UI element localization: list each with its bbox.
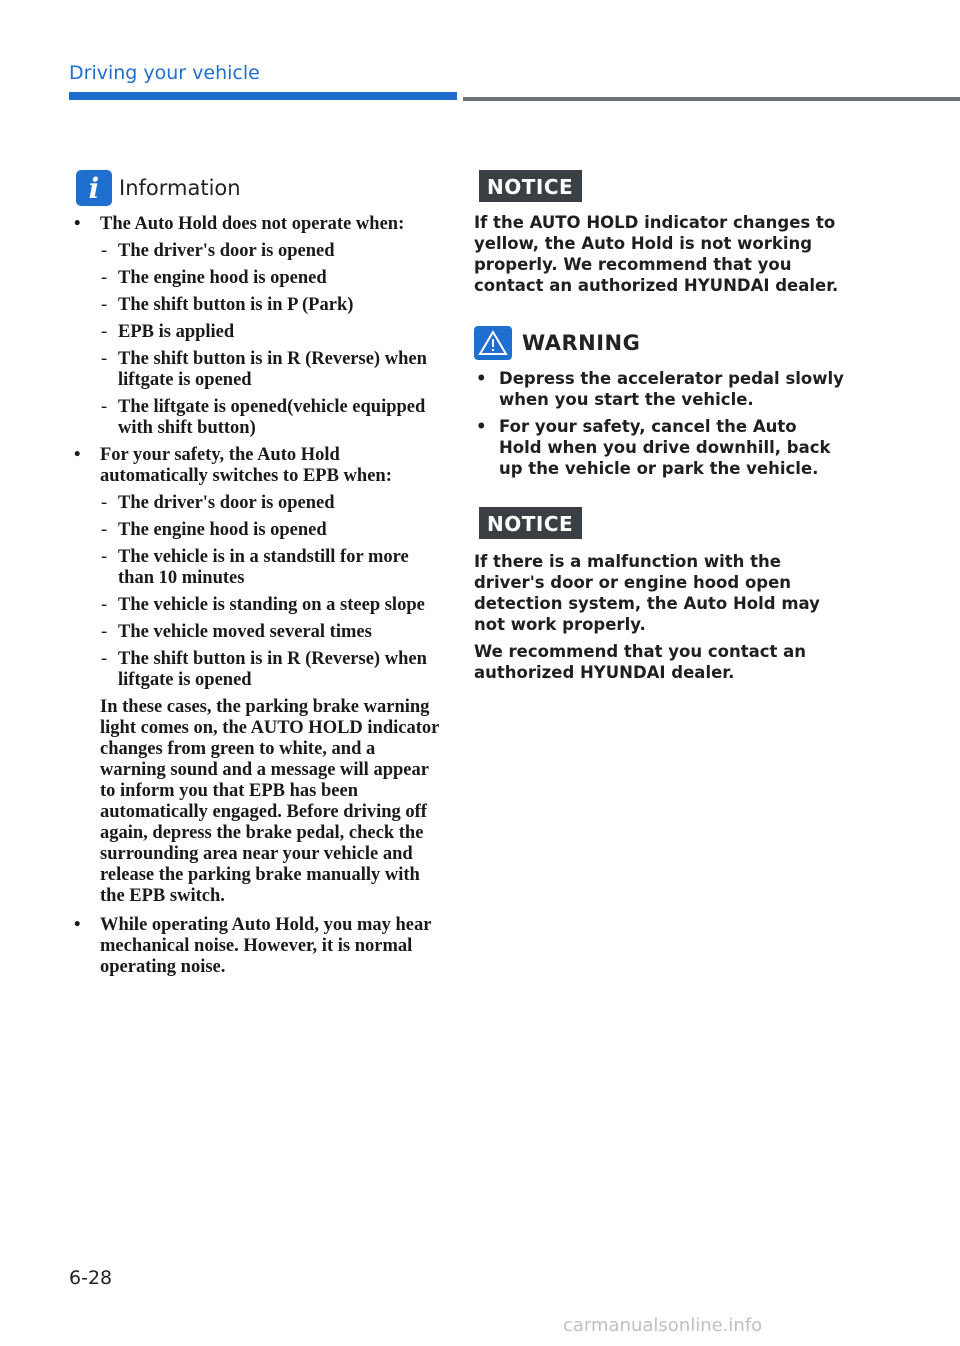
section-title: Driving your vehicle (69, 62, 260, 84)
list-item: - The vehicle moved several times (74, 622, 444, 643)
notice-badge: NOTICE (479, 507, 582, 539)
list-item: - EPB is applied (74, 322, 444, 343)
header-rule-gray (463, 97, 960, 101)
notice-text: If the AUTO HOLD indicator changes to yellow, the Auto Hold is not working properly. We recommend that you contact an authorized HYUNDAI dealer. (474, 213, 839, 295)
list-item: - The shift button is in P (Park) (74, 295, 444, 316)
notice-text: We recommend that you contact an authorized HYUNDAI dealer. (474, 642, 807, 682)
list-item: - The shift button is in R (Reverse) when liftgate is opened (74, 649, 444, 691)
list-item: - The driver's door is opened (74, 493, 444, 514)
notice-badge: NOTICE (479, 170, 582, 202)
list-item: - The engine hood is opened (74, 520, 444, 541)
info-bullet-2: • For your safety, the Auto Hold automatically switches to EPB when: (74, 445, 444, 487)
left-column (74, 170, 444, 984)
warning-heading (474, 326, 844, 360)
info-bullet-3: • While operating Auto Hold, you may hear mechanical noise. However, it is normal operating noise. (74, 915, 444, 978)
list-item: • Depress the accelerator pedal slowly when you start the vehicle. (474, 368, 844, 410)
list-item: - The vehicle is standing on a steep slope (74, 595, 444, 616)
info-paragraph: In these cases, the parking brake warning light comes on, the AUTO HOLD indicator changes from green to white, and a warning sound and a message will appear to inform you that EPB has been automatically engaged. Before driving off again, depress the brake pedal, check the surrounding area near your vehicle and release the parking brake manually with the EPB switch. (100, 697, 440, 906)
warning-body (474, 368, 844, 479)
watermark: carmanualsonline.info (563, 1315, 763, 1336)
list-item: - The shift button is in R (Reverse) when liftgate is opened (74, 349, 444, 391)
information-body (74, 214, 444, 978)
list-item: - The driver's door is opened (74, 241, 444, 262)
notice-text: If there is a malfunction with the driver's door or engine hood open detection system, the Auto Hold may not work properly. (474, 552, 820, 634)
list-item: - The vehicle is in a standstill for more than 10 minutes (74, 547, 444, 589)
header-rule-blue (69, 92, 457, 100)
list-item: - The liftgate is opened(vehicle equipped with shift button) (74, 397, 444, 439)
warning-title: WARNING (522, 331, 641, 355)
page-number: 6-28 (69, 1267, 113, 1289)
notice-body (474, 212, 844, 296)
list-item: - The engine hood is opened (74, 268, 444, 289)
right-column (474, 170, 844, 689)
info-bullet-1: • The Auto Hold does not operate when: (74, 214, 444, 235)
information-icon: i (76, 170, 112, 206)
information-heading (76, 170, 444, 206)
list-item: • For your safety, cancel the Auto Hold when you drive downhill, back up the vehicle or park the vehicle. (474, 416, 844, 479)
information-title: Information (119, 176, 241, 200)
notice-body (474, 551, 844, 683)
warning-triangle-icon (474, 326, 512, 360)
